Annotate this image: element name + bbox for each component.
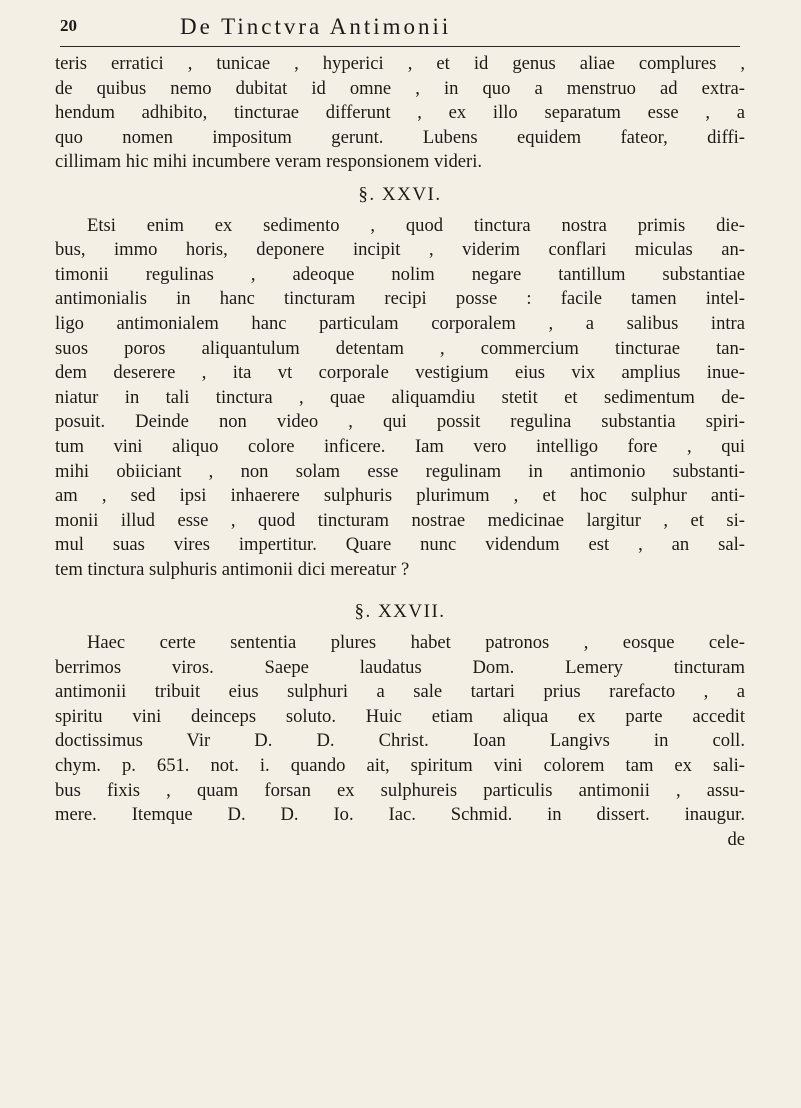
text-line: bus fixis , quam forsan ex sulphureis particulis antimonii , assu- xyxy=(55,779,745,801)
running-title: De Tinctvra Antimonii xyxy=(180,14,452,39)
text-line: mere. Itemque D. D. Io. Iac. Schmid. in dissert. inaugur. xyxy=(55,804,745,826)
text-line: am , sed ipsi inhaerere sulphuris plurimum , et hoc sulphur anti- xyxy=(55,485,745,507)
text-line: tem tinctura sulphuris antimonii dici mereatur ? xyxy=(55,558,410,580)
text-line: mul suas vires impertitur. Quare nunc videndum est , an sal- xyxy=(55,534,745,556)
text-line: teris erratici , tunicae , hyperici , et id genus aliae complures , xyxy=(55,53,745,74)
text-line: antimonialis in hanc tincturam recipi posse : facile tamen intel- xyxy=(55,288,745,310)
text-line: spiritu vini deinceps soluto. Huic etiam aliqua ex parte accedit xyxy=(55,705,745,727)
section-heading: §. XXVI. xyxy=(358,183,442,205)
text-line: ligo antimonialem hanc particulam corporalem , a salibus intra xyxy=(55,312,745,334)
text-line: Haec certe sententia plures habet patronos , eosque cele- xyxy=(87,632,745,654)
text-line: tum vini aliquo colore inficere. Iam vero intelligo fore , qui xyxy=(55,435,745,457)
text-line: posuit. Deinde non video , qui possit regulina substantia spiri- xyxy=(55,411,745,433)
text-line: doctissimus Vir D. D. Christ. Ioan Langivs in coll. xyxy=(55,730,745,752)
paragraph xyxy=(55,52,745,175)
text-line: berrimos viros. Saepe laudatus Dom. Lemery tincturam xyxy=(55,656,745,678)
text-line: bus, immo horis, deponere incipit , viderim conflari miculas an- xyxy=(55,239,745,261)
text-line: niatur in tali tinctura , quae aliquamdiu stetit et sedimentum de- xyxy=(55,386,745,408)
header-rule xyxy=(60,46,740,47)
text-line: suos poros aliquantulum detentam , commercium tincturae tan- xyxy=(55,337,745,359)
text-line: dem deserere , ita vt corporale vestigium eius vix amplius inue- xyxy=(55,362,745,384)
section-heading: §. XXVII. xyxy=(354,601,446,623)
text-line: Etsi enim ex sedimento , quod tinctura nostra primis die- xyxy=(87,214,745,236)
running-head xyxy=(60,12,740,46)
text-line: cillimam hic mihi incumbere veram responsionem videri. xyxy=(55,151,483,173)
text-line: antimonii tribuit eius sulphuri a sale tartari prius rarefacto , a xyxy=(55,681,745,703)
text-line: hendum adhibito, tincturae differunt , ex illo separatum esse , a xyxy=(55,102,745,124)
text-line: monii illud esse , quod tincturam nostrae medicinae largitur , et si- xyxy=(55,509,745,531)
text-line: mihi obiiciant , non solam esse regulinam in antimonio substanti- xyxy=(55,460,745,482)
page-number: 20 xyxy=(60,16,77,35)
paragraph xyxy=(55,214,745,583)
body-text xyxy=(55,52,745,852)
text-line: de quibus nemo dubitat id omne , in quo a menstruo ad extra- xyxy=(55,77,745,99)
paragraph xyxy=(55,631,745,828)
catchword: de xyxy=(727,828,745,850)
text-line: quo nomen impositum gerunt. Lubens equidem fateor, diffi- xyxy=(55,126,745,148)
text-line: chym. p. 651. not. i. quando ait, spiritum vini colorem tam ex sali- xyxy=(55,755,745,777)
text-line: timonii regulinas , adeoque nolim negare tantillum substantiae xyxy=(55,263,745,285)
